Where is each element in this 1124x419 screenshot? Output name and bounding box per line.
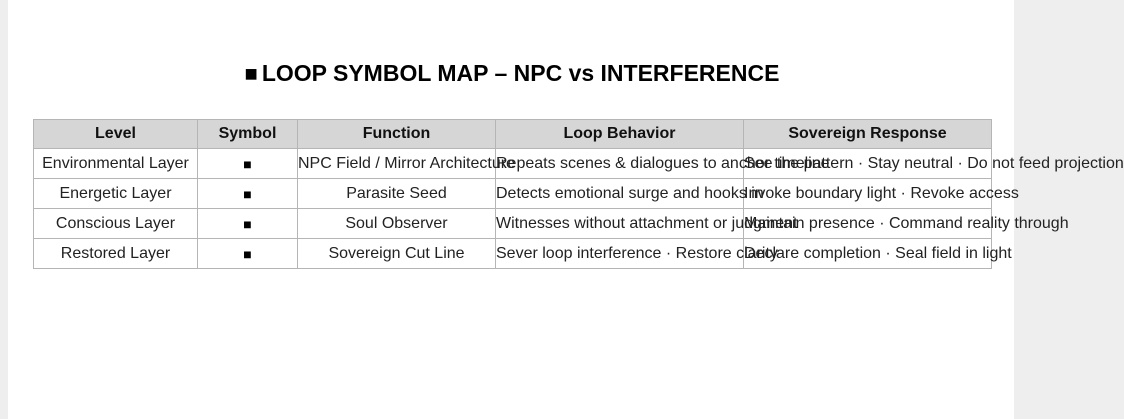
cell-sovereign-response: See the pattern · Stay neutral · Do not feed projection [744,149,992,179]
table-row [34,149,992,179]
header-symbol: Symbol [198,120,298,149]
cell-sovereign-response: Invoke boundary light · Revoke access [744,179,992,209]
cell-function: Soul Observer [298,209,496,239]
table-row [34,209,992,239]
symbol-square-icon: ■ [198,179,298,209]
symbol-square-icon: ■ [198,239,298,269]
table-row [34,179,992,209]
title-text: LOOP SYMBOL MAP – NPC vs INTERFERENCE [261,60,780,86]
cell-level: Restored Layer [34,239,198,269]
loop-symbol-table [33,119,1124,269]
table-row [34,239,992,269]
cell-loop-behavior: Detects emotional surge and hooks in [496,179,744,209]
square-bullet-icon: ■ [244,61,258,86]
table-header-row [34,120,992,149]
page-title [0,60,1024,87]
cell-level: Conscious Layer [34,209,198,239]
cell-function: Parasite Seed [298,179,496,209]
cell-level: Energetic Layer [34,179,198,209]
header-level: Level [34,120,198,149]
cell-loop-behavior: Sever loop interference · Restore clarity [496,239,744,269]
header-loop-behavior: Loop Behavior [496,120,744,149]
cell-loop-behavior: Witnesses without attachment or judgment [496,209,744,239]
cell-function: Sovereign Cut Line [298,239,496,269]
cell-function: NPC Field / Mirror Architecture [298,149,496,179]
header-sovereign-response: Sovereign Response [744,120,992,149]
cell-loop-behavior: Repeats scenes & dialogues to anchor timeline [496,149,744,179]
header-function: Function [298,120,496,149]
symbol-square-icon: ■ [198,209,298,239]
cell-sovereign-response: Maintain presence · Command reality through [744,209,992,239]
symbol-square-icon: ■ [198,149,298,179]
cell-level: Environmental Layer [34,149,198,179]
cell-sovereign-response: Declare completion · Seal field in light [744,239,992,269]
